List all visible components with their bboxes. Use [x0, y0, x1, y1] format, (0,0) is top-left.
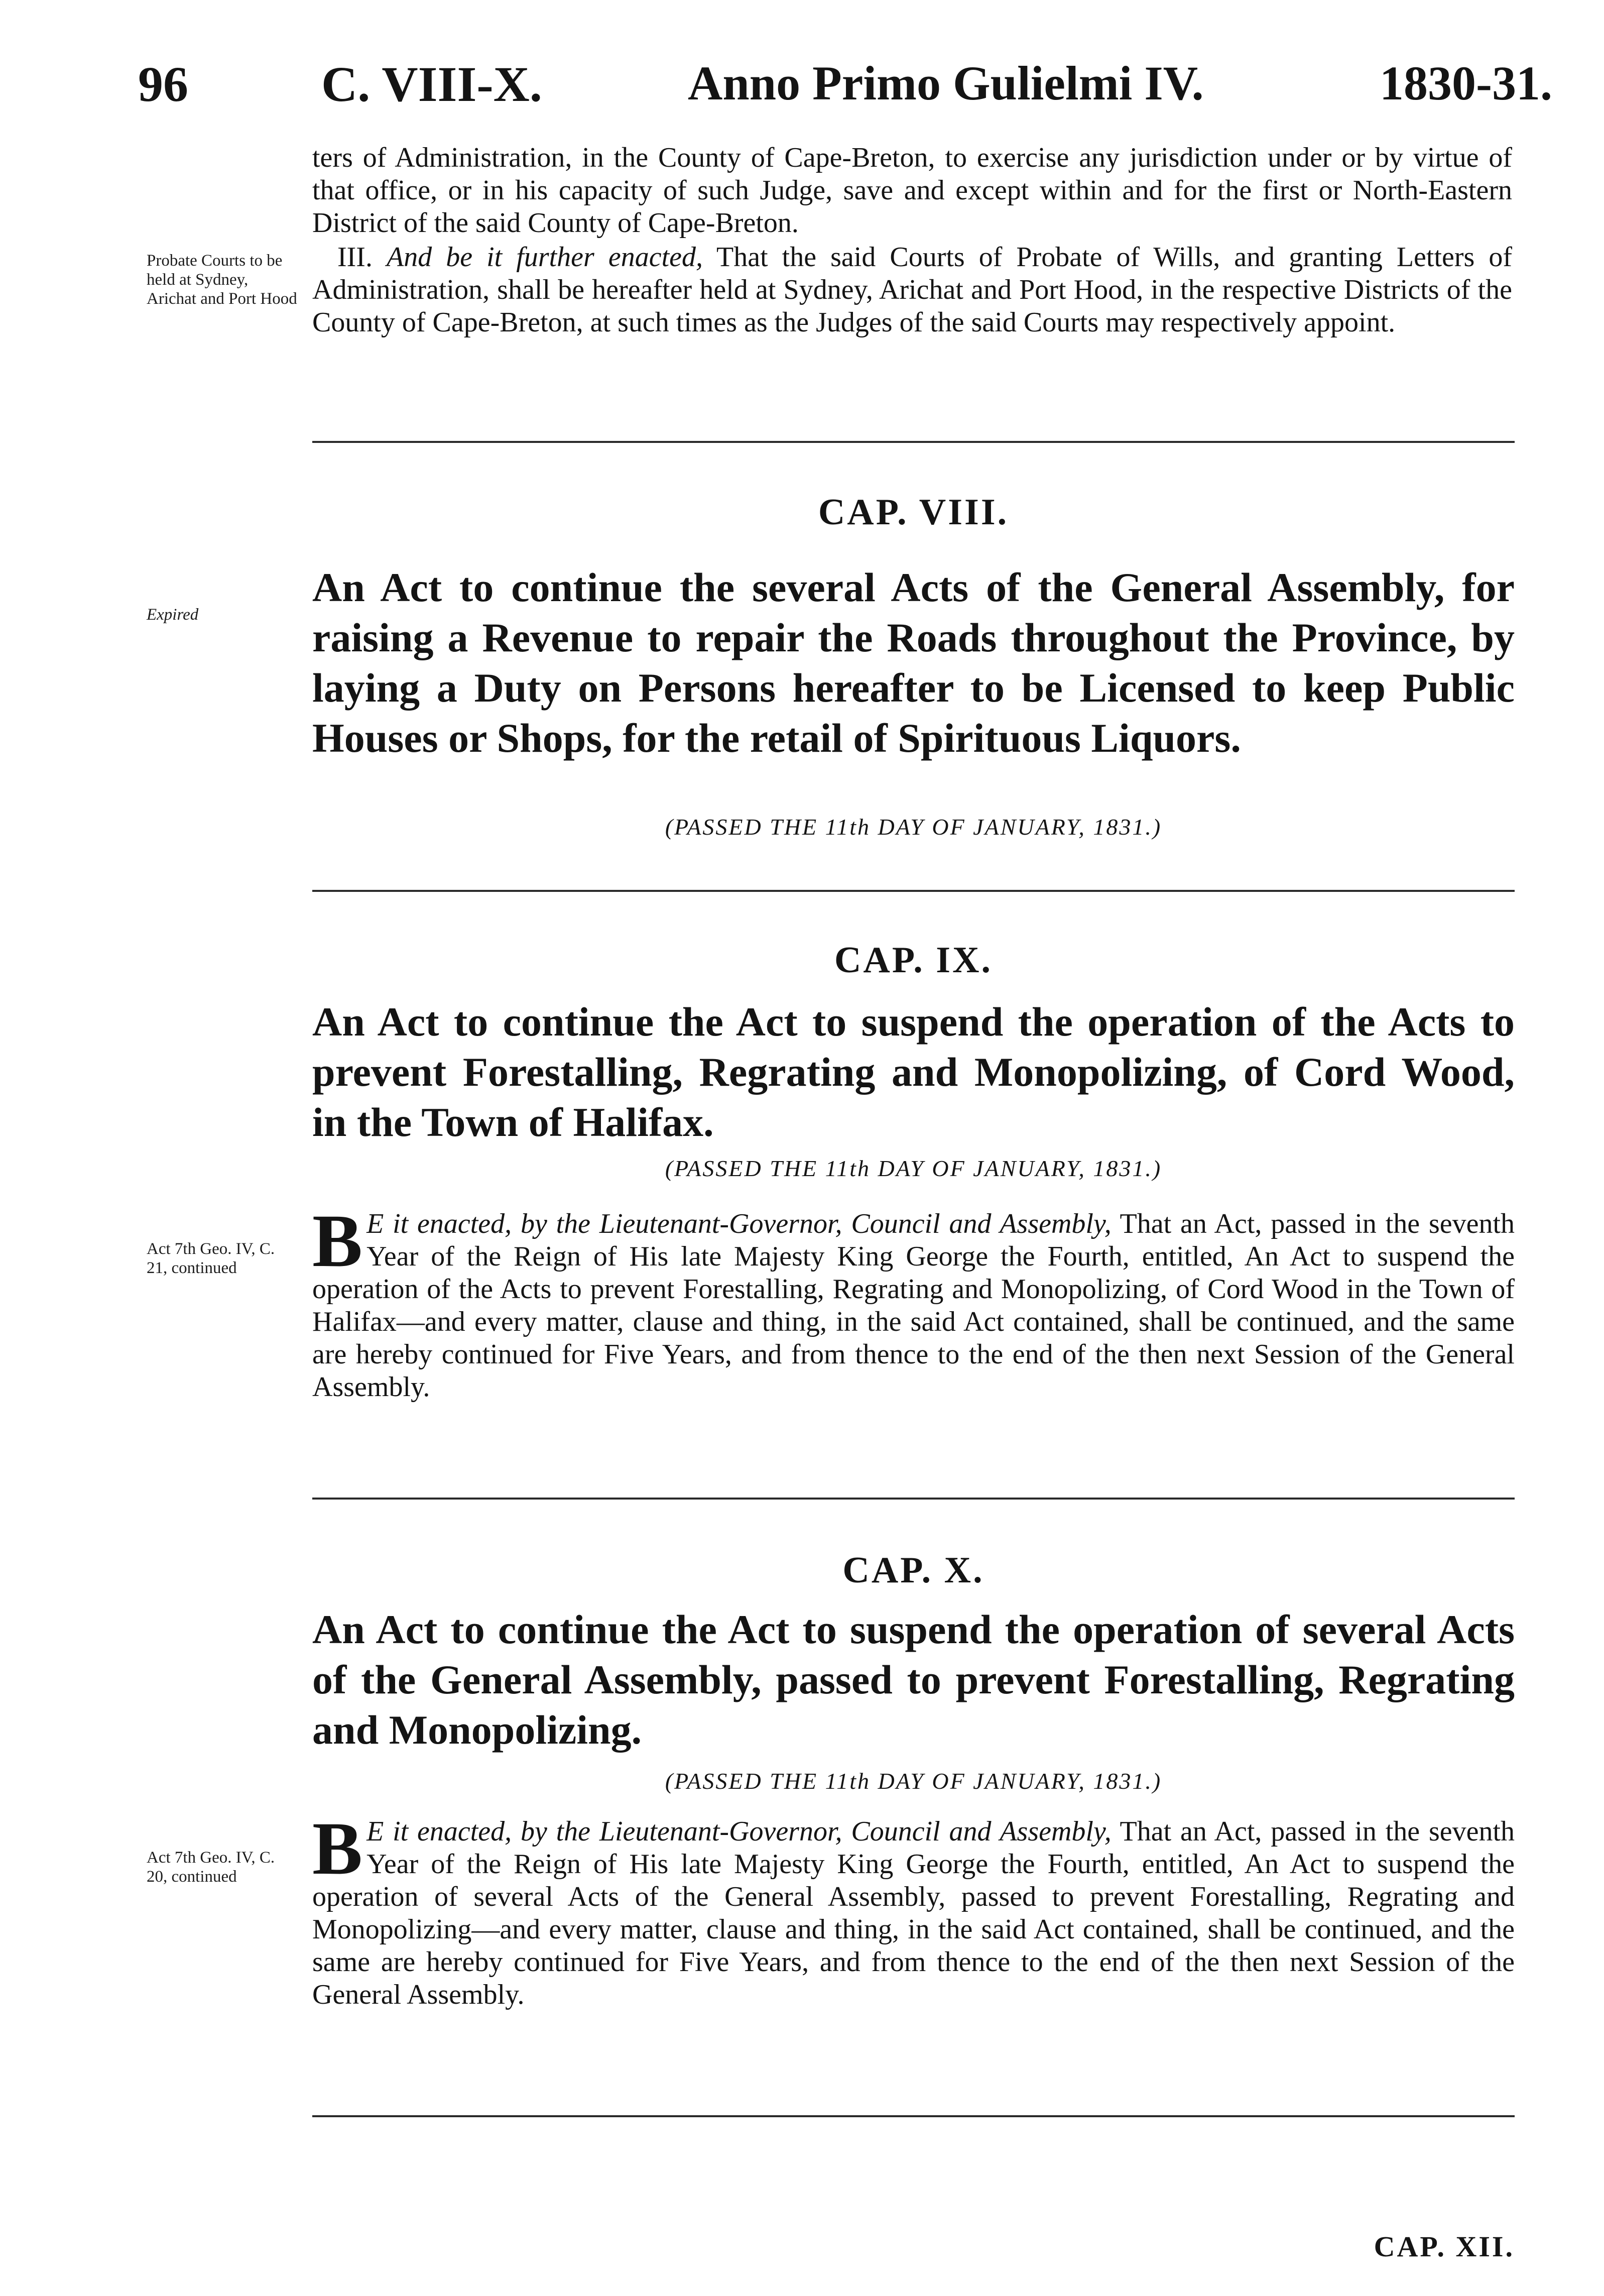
enacting-clause: E it enacted, by the Lieutenant-Governor, Council and Assembly,: [366, 1816, 1112, 1847]
enactment-text: That an Act, passed in the seventh Year of the Reign of His late Majesty King George the Fourth, entitled, An Act to suspend the operation of the Acts to prevent Forestalling, Regrating and Monopolizing, of Cord Wood in the Town of Halifax—and every matter, clause and thing, in the said Act contained, shall be continued, and the same are hereby continued for Five Years, and from thence to the end of the then next Session of the General Assembly.: [312, 1208, 1515, 1403]
continuation-paragraph: ters of Administration, in the County of Cape-Breton, to exercise any jurisdiction under or by virtue of that office, or in his capacity of such Judge, save and except within and for the first or North-Eastern District of the said County of Cape-Breton.: [312, 142, 1512, 239]
cap-ten-passed-date: (PASSED THE 11th DAY OF JANUARY, 1831.): [665, 1768, 1162, 1794]
enactment-text: That an Act, passed in the seventh Year of the Reign of His late Majesty King George the Fourth, entitled, An Act to suspend the operation of several Acts of the General Assembly, passed to prevent Forestalling, Regrating and Monopolizing—and every matter, clause and thing, in the said Act contained, shall be continued, and the same are hereby continued for Five Years, and from thence to the end of the then next Session of the General Assembly.: [312, 1816, 1515, 2010]
section-enacting-clause: And be it further enacted,: [387, 242, 703, 273]
cap-ten-heading: CAP. X.: [842, 1550, 984, 1591]
cap-eight-passed-date: (PASSED THE 11th DAY OF JANUARY, 1831.): [665, 814, 1162, 840]
margin-note-expired: Expired: [147, 606, 199, 624]
cap-eight-title: An Act to continue the several Acts of the General Assembly, for raising a Revenue to repair the Roads throughout the Province, by laying a Duty on Persons hereafter to be Licensed to keep Public Houses or Shops, for the retail of Spirituous Liquors.: [312, 564, 1515, 761]
cap-nine-title: An Act to continue the Act to suspend the operation of the Acts to prevent Forestalling, Regrating and Monopolizing, of Cord Wood, in the Town of Halifax.: [312, 999, 1515, 1145]
section-text: That the said Courts of Probate of Wills, and granting Letters of Administration, shall be hereafter held at Sydney, Arichat and Port Hood, in the respective Districts of the County of Cape-Breton, at such times as the Judges of the said Courts may respectively appoint.: [312, 242, 1513, 338]
page-number: 96: [138, 56, 188, 112]
session-year: 1830-31.: [1380, 56, 1552, 110]
chapter-range: C. VIII-X.: [321, 56, 542, 112]
section-three-paragraph: [312, 241, 1512, 339]
cap-ten-title: An Act to continue the Act to suspend the operation of several Acts of the General Assembly, passed to prevent Forestalling, Regrating and Monopolizing.: [312, 1606, 1515, 1753]
divider-rule: [312, 890, 1515, 892]
margin-note-probate-courts: Probate Courts to be held at Sydney, Arichat and Port Hood: [147, 252, 297, 308]
cap-nine-heading: CAP. IX.: [834, 940, 993, 981]
enacting-clause: E it enacted, by the Lieutenant-Governor, Council and Assembly,: [366, 1208, 1112, 1239]
margin-note-cap-ten: Act 7th Geo. IV, C. 20, continued: [147, 1849, 275, 1886]
divider-rule: [312, 441, 1515, 443]
cap-ten-enactment: [312, 1807, 1515, 2011]
cap-nine-enactment: [312, 1199, 1515, 1404]
divider-rule: [312, 2115, 1515, 2117]
cap-eight-heading: CAP. VIII.: [818, 492, 1009, 533]
section-number: III.: [337, 242, 373, 273]
margin-note-cap-nine: Act 7th Geo. IV, C. 21, continued: [147, 1240, 275, 1277]
divider-rule: [312, 1498, 1515, 1500]
drop-capital: B: [312, 1199, 363, 1283]
drop-capital: B: [312, 1807, 363, 1890]
cap-nine-passed-date: (PASSED THE 11th DAY OF JANUARY, 1831.): [665, 1156, 1162, 1181]
catchword: CAP. XII.: [1374, 2230, 1515, 2263]
running-title: Anno Primo Gulielmi IV.: [688, 56, 1204, 110]
